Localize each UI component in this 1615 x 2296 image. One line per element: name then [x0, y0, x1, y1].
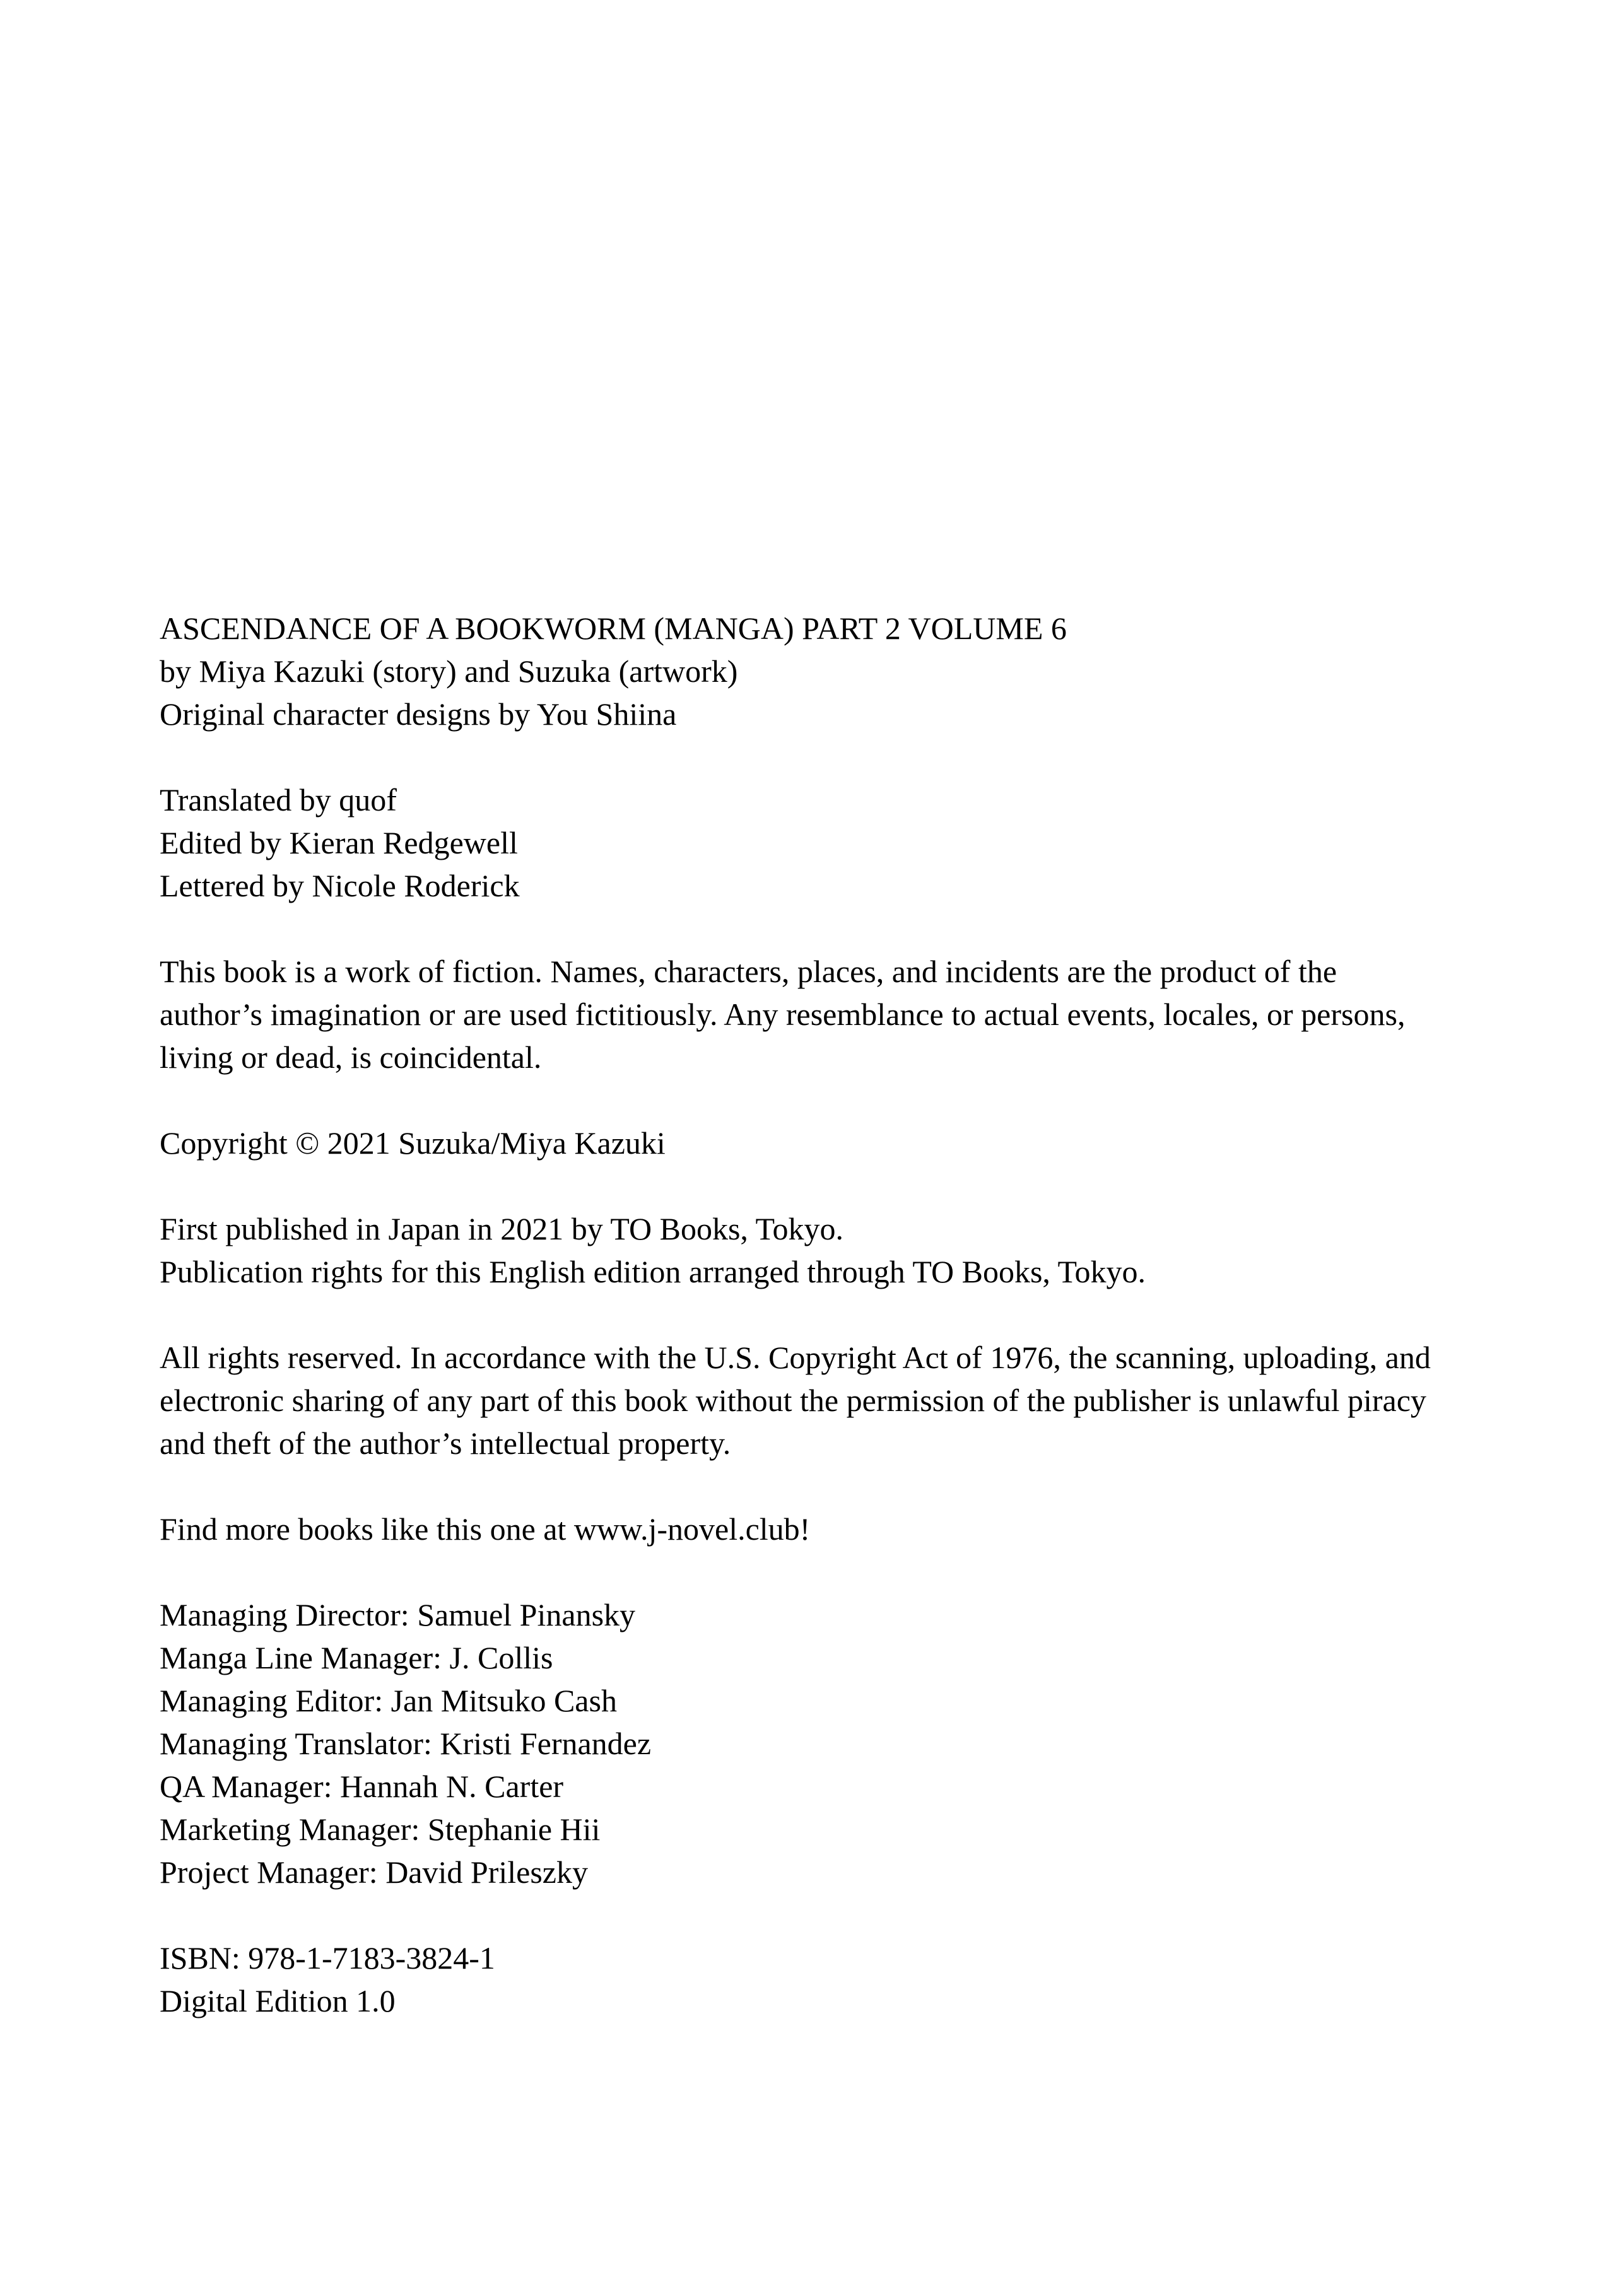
digital-edition-line: Digital Edition 1.0: [160, 1983, 396, 2018]
localization-credits-block: [160, 778, 1440, 907]
edition-block: [160, 1936, 1440, 2022]
character-designs-credit: Original character designs by You Shiina: [160, 696, 677, 732]
copyright-block: [160, 1122, 1440, 1164]
staff-credit-managing-editor: Managing Editor: Jan Mitsuko Cash: [160, 1683, 617, 1718]
rights-arranged-line: Publication rights for this English edition arranged through TO Books, Tokyo.: [160, 1254, 1146, 1289]
staff-credit-manga-line-manager: Manga Line Manager: J. Collis: [160, 1640, 553, 1675]
editor-credit: Edited by Kieran Redgewell: [160, 825, 518, 860]
fiction-disclaimer: This book is a work of fiction. Names, characters, places, and incidents are the product of the author’s imagination or are used fictitiously. Any resemblance to actual events, locales, or persons, living or dead, is coincidental.: [160, 954, 1406, 1075]
staff-credits-block: [160, 1593, 1440, 1894]
copyright-line: Copyright © 2021 Suzuka/Miya Kazuki: [160, 1125, 666, 1161]
title-block: [160, 607, 1440, 735]
byline: by Miya Kazuki (story) and Suzuka (artwork): [160, 653, 738, 689]
publication-block: [160, 1207, 1440, 1293]
staff-credit-managing-translator: Managing Translator: Kristi Fernandez: [160, 1726, 652, 1761]
rights-notice: All rights reserved. In accordance with the U.S. Copyright Act of 1976, the scanning, uploading, and electronic sharing of any part of this book without the permission of the publisher is unlawful piracy and theft of the author’s intellectual property.: [160, 1340, 1431, 1461]
staff-credit-project-manager: Project Manager: David Prileszky: [160, 1854, 588, 1890]
find-more-line: Find more books like this one at www.j-novel.club!: [160, 1511, 811, 1547]
staff-credit-marketing-manager: Marketing Manager: Stephanie Hii: [160, 1812, 601, 1847]
colophon-text-column: [160, 607, 1440, 2022]
book-title: ASCENDANCE OF A BOOKWORM (MANGA) PART 2 VOLUME 6: [160, 611, 1067, 646]
isbn-line: ISBN: 978-1-7183-3824-1: [160, 1940, 495, 1976]
find-more-block: [160, 1508, 1440, 1550]
letterer-credit: Lettered by Nicole Roderick: [160, 868, 520, 903]
staff-credit-qa-manager: QA Manager: Hannah N. Carter: [160, 1769, 564, 1804]
staff-credit-managing-director: Managing Director: Samuel Pinansky: [160, 1597, 636, 1632]
first-published-line: First published in Japan in 2021 by TO Books, Tokyo.: [160, 1211, 844, 1246]
translator-credit: Translated by quof: [160, 782, 397, 817]
